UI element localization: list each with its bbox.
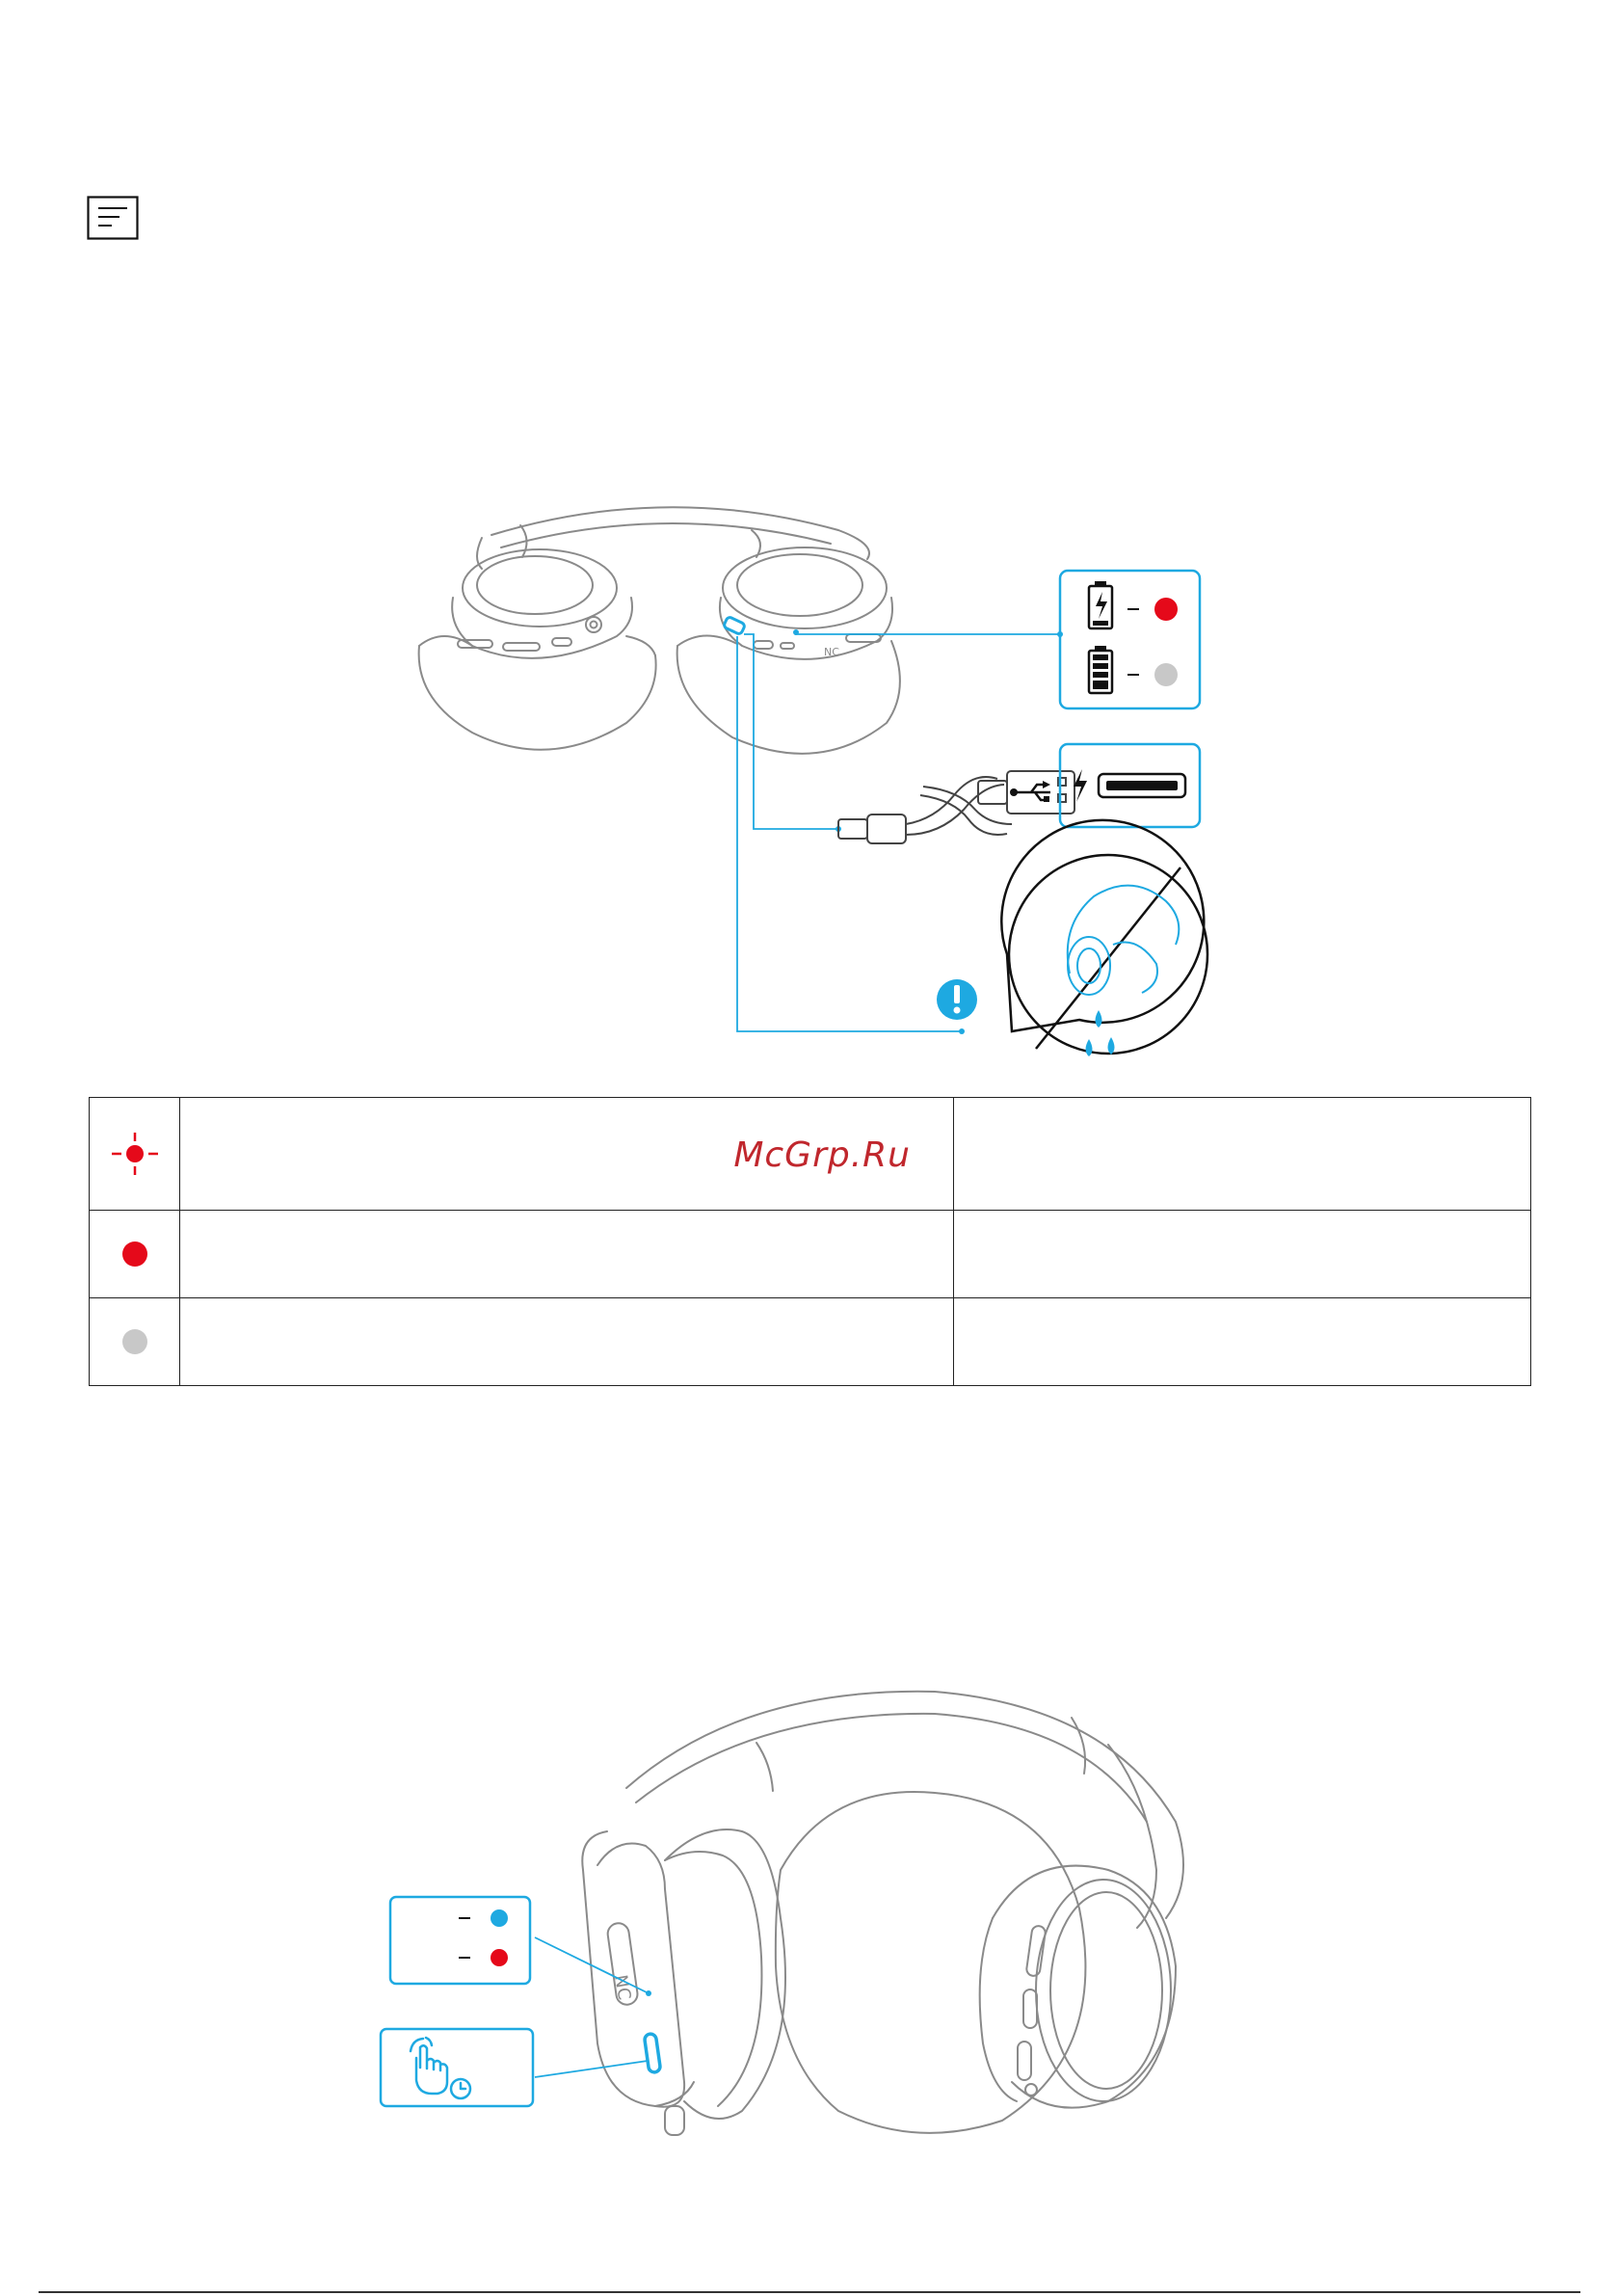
bottom-rule bbox=[39, 2291, 1580, 2293]
nc-label: NC bbox=[610, 1973, 635, 2002]
power-button bbox=[644, 2033, 660, 2072]
usb-port-box bbox=[1060, 744, 1200, 827]
usb-cable bbox=[838, 771, 1074, 843]
nc-label: NC bbox=[824, 646, 839, 658]
watermark-text: McGrp.Ru bbox=[733, 1135, 911, 1175]
red-led-dot bbox=[1154, 598, 1178, 621]
left-ear-cup bbox=[419, 549, 656, 750]
note-cell bbox=[954, 1098, 1531, 1211]
table-row bbox=[90, 1098, 1531, 1211]
solid-red-led-icon bbox=[120, 1240, 149, 1268]
charging-figure bbox=[414, 492, 1214, 1070]
grey-led-dot bbox=[1154, 663, 1178, 686]
indicator-cell bbox=[90, 1098, 180, 1211]
red-led-dot bbox=[491, 1949, 508, 1966]
battery-charging-icon bbox=[1089, 581, 1112, 628]
table-row bbox=[90, 1298, 1531, 1386]
battery-status-box bbox=[1060, 571, 1200, 708]
solid-grey-led-icon bbox=[120, 1327, 149, 1356]
indicator-cell bbox=[90, 1298, 180, 1386]
right-ear-cup bbox=[677, 547, 900, 754]
power-figure bbox=[376, 1677, 1205, 2140]
description-cell bbox=[180, 1098, 954, 1211]
no-water-icon bbox=[1001, 820, 1207, 1056]
exclamation-icon bbox=[937, 979, 977, 1020]
blinking-red-led-icon bbox=[106, 1130, 164, 1178]
table-row bbox=[90, 1211, 1531, 1298]
led-status-table bbox=[89, 1097, 1531, 1386]
indicator-cell bbox=[90, 1211, 180, 1298]
press-hold-box bbox=[381, 2029, 533, 2106]
usb-port-icon bbox=[723, 616, 745, 634]
note-cell bbox=[954, 1298, 1531, 1386]
note-cell bbox=[954, 1211, 1531, 1298]
press-hold-icon bbox=[411, 2038, 470, 2098]
note-lines-icon bbox=[87, 196, 139, 240]
description-cell bbox=[180, 1298, 954, 1386]
power-led-box bbox=[390, 1897, 530, 1984]
blue-led-dot bbox=[491, 1909, 508, 1927]
battery-full-icon bbox=[1089, 646, 1112, 693]
description-cell bbox=[180, 1211, 954, 1298]
